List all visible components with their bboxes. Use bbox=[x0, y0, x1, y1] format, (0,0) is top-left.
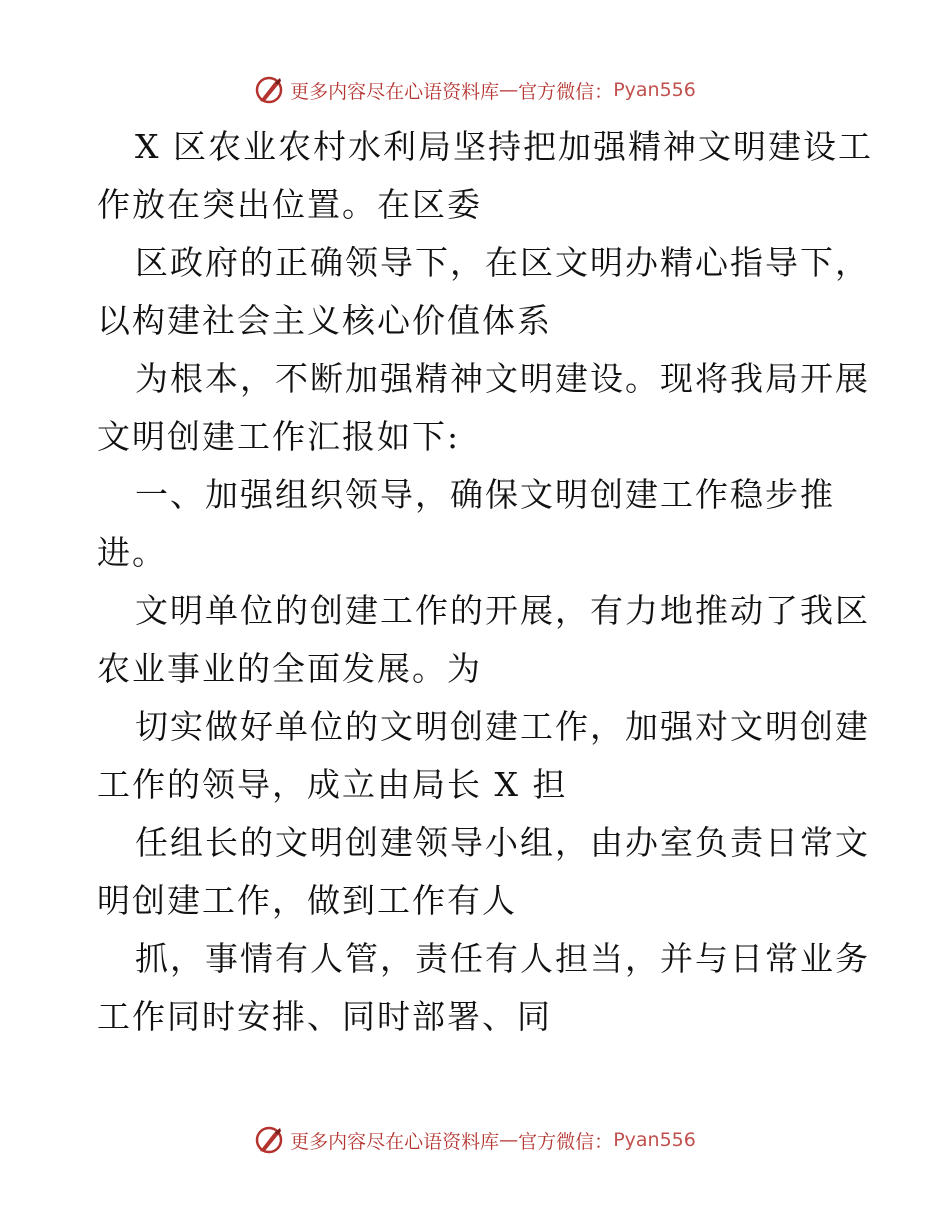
paragraph-1 bbox=[97, 118, 873, 234]
paragraph-1-first-line: X 区农业农村水利局坚持把加强精神文明建设工 bbox=[135, 127, 873, 166]
watermark-brand: 更多内容尽在心语资料库 bbox=[290, 80, 500, 103]
paragraph-5-continuation: 农业事业的全面发展。为 bbox=[97, 649, 482, 688]
paragraph-3-first-line: 为根本，不断加强精神文明建设。现将我局开展 bbox=[135, 359, 870, 398]
paragraph-6 bbox=[97, 698, 870, 814]
paragraph-3 bbox=[97, 350, 870, 466]
paragraph-2-first-line: 区政府的正确领导下，在区文明办精心指导下， bbox=[135, 243, 870, 282]
watermark-tag: 官方微信： bbox=[518, 80, 614, 103]
watermark-separator: — bbox=[499, 1129, 519, 1151]
section-heading-1-first-line: 一、加强组织领导，确保文明创建工作稳步推 bbox=[135, 475, 835, 514]
quill-pen-logo-icon bbox=[254, 75, 284, 105]
paragraph-7-first-line: 任组长的文明创建领导小组，由办室负责日常文 bbox=[135, 823, 870, 862]
paragraph-7 bbox=[97, 814, 870, 930]
paragraph-3-continuation: 文明创建工作汇报如下: bbox=[97, 417, 461, 456]
quill-pen-logo-icon bbox=[254, 1125, 284, 1155]
paragraph-8 bbox=[97, 930, 870, 1046]
watermark-tag: 官方微信： bbox=[518, 1130, 614, 1153]
watermark-brand: 更多内容尽在心语资料库 bbox=[290, 1130, 500, 1153]
watermark-handle: Pyan556 bbox=[613, 1129, 696, 1151]
paragraph-2-continuation: 以构建社会主义核心价值体系 bbox=[97, 301, 552, 340]
footer-watermark bbox=[0, 1120, 950, 1160]
paragraph-8-continuation: 工作同时安排、同时部署、同 bbox=[97, 997, 552, 1036]
paragraph-7-continuation: 明创建工作，做到工作有人 bbox=[97, 881, 517, 920]
watermark-separator: — bbox=[499, 79, 519, 101]
header-watermark bbox=[0, 70, 950, 110]
paragraph-5 bbox=[97, 582, 870, 698]
paragraph-6-first-line: 切实做好单位的文明创建工作，加强对文明创建 bbox=[135, 707, 870, 746]
paragraph-6-continuation: 工作的领导，成立由局长 X 担 bbox=[97, 765, 568, 804]
section-heading-1 bbox=[97, 466, 857, 582]
paragraph-5-first-line: 文明单位的创建工作的开展，有力地推动了我区 bbox=[135, 591, 870, 630]
section-heading-1-continuation: 进。 bbox=[97, 533, 167, 572]
watermark-handle: Pyan556 bbox=[613, 79, 696, 101]
paragraph-2 bbox=[97, 234, 870, 350]
paragraph-1-continuation: 作放在突出位置。在区委 bbox=[97, 185, 482, 224]
paragraph-8-first-line: 抓，事情有人管，责任有人担当，并与日常业务 bbox=[135, 939, 870, 978]
document-body bbox=[97, 118, 873, 1046]
